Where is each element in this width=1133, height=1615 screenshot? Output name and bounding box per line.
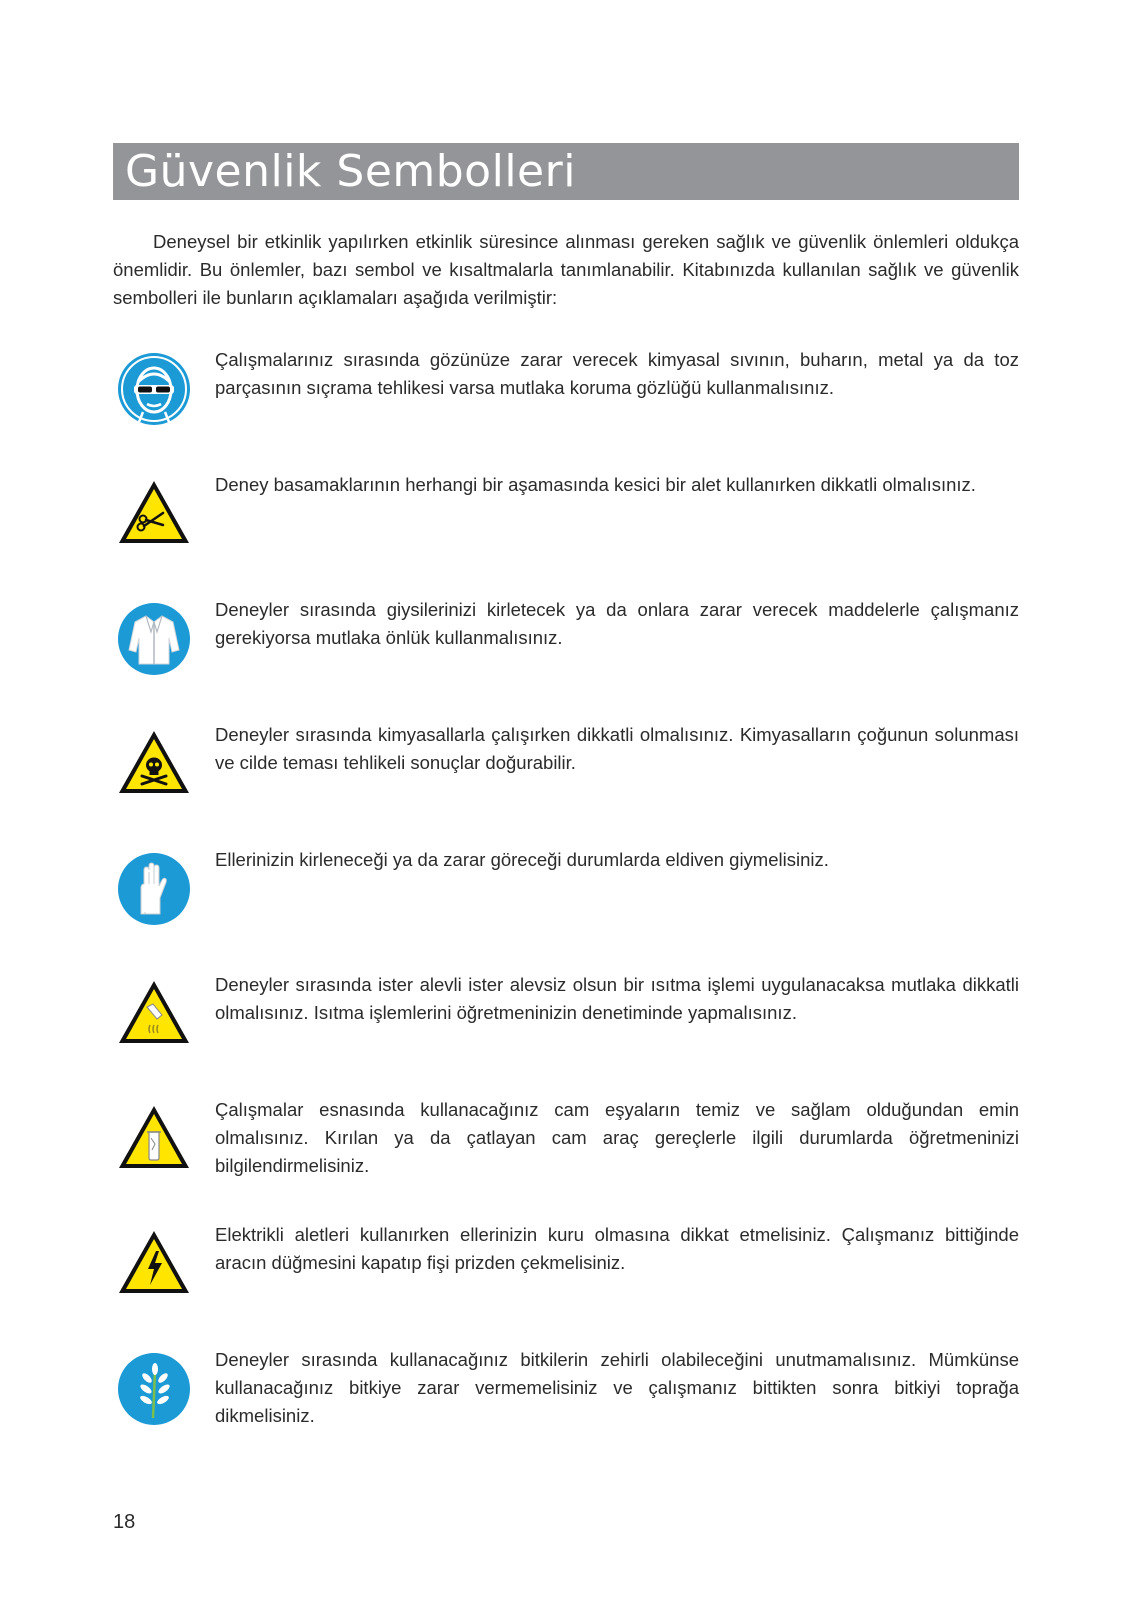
scissors-warning-icon bbox=[117, 477, 191, 551]
goggles-icon bbox=[117, 352, 191, 426]
safety-item-text: Deneyler sırasında giysilerinizi kirletecek ya da onlara zarar verecek maddelerle çalışmanız gerekiyorsa mutlaka önlük kullanmalısınız. bbox=[215, 599, 1019, 648]
safety-item-scissors bbox=[113, 474, 1019, 587]
safety-item-text: Deneyler sırasında kimyasallarla çalışırken dikkatli olmalısınız. Kimyasalların çoğunun solunması ve cilde teması tehlikeli sonuçlar doğurabilir. bbox=[215, 724, 1019, 773]
safety-item-text: Deney basamaklarının herhangi bir aşamasında kesici bir alet kullanırken dikkatli olmalısınız. bbox=[215, 474, 976, 495]
lab-coat-icon bbox=[117, 602, 191, 676]
intro-paragraph: Deneysel bir etkinlik yapılırken etkinlik süresince alınması gereken sağlık ve güvenlik önlemleri oldukça önemlidir. Bu önlemler, bazı sembol ve kısaltmalarla tanımlanabilir. Kitabınızda kullanılan sağlık ve güvenlik sembolleri ile bunların açıklamaları aşağıda verilmiştir: bbox=[113, 231, 1019, 308]
safety-item-text: Ellerinizin kirleneceği ya da zarar göreceği durumlarda eldiven giymelisiniz. bbox=[215, 849, 829, 870]
safety-item-heat bbox=[113, 974, 1019, 1087]
safety-item-text: Çalışmalar esnasında kullanacağınız cam eşyaların temiz ve sağlam olduğundan emin olmalısınız. Kırılan ya da çatlayan cam araç gereçlerle ilgili durumlarda öğretmeninizi bilgilendirmelisiniz. bbox=[215, 1099, 1019, 1176]
heat-warning-icon bbox=[117, 977, 191, 1051]
safety-item-text: Deneyler sırasında kullanacağınız bitkilerin zehirli olabileceğini unutmamalısınız. Mümkünse kullanacağınız bitkiye zarar vermemelisiniz ve çalışmanız bittikten sonra bitkiyi toprağa dikmelisiniz. bbox=[215, 1349, 1019, 1426]
safety-item-text: Çalışmalarınız sırasında gözünüze zarar verecek kimyasal sıvının, buharın, metal ya da toz parçasının sıçrama tehlikesi varsa mutlaka koruma gözlüğü kullanmalısınız. bbox=[215, 349, 1019, 398]
safety-item-plant bbox=[113, 1349, 1019, 1462]
safety-item-electric bbox=[113, 1224, 1019, 1337]
safety-item-glassware bbox=[113, 1099, 1019, 1212]
safety-item-skull bbox=[113, 724, 1019, 837]
safety-item-text: Deneyler sırasında ister alevli ister alevsiz olsun bir ısıtma işlemi uygulanacaksa mutlaka dikkatli olmalısınız. Isıtma işlemlerini öğretmeninizin denetiminde yapmalısınız. bbox=[215, 974, 1019, 1023]
gloves-icon bbox=[117, 852, 191, 926]
safety-item-text: Elektrikli aletleri kullanırken ellerinizin kuru olmasına dikkat etmelisiniz. Çalışmanız bittiğinde aracın düğmesini kapatıp fişi prizden çekmelisiniz. bbox=[215, 1224, 1019, 1273]
electric-warning-icon bbox=[117, 1227, 191, 1301]
safety-item-lab-coat bbox=[113, 599, 1019, 712]
page-title: Güvenlik Sembolleri bbox=[125, 146, 576, 197]
page-number: 18 bbox=[113, 1511, 136, 1533]
plant-icon bbox=[117, 1352, 191, 1426]
safety-item-gloves bbox=[113, 849, 1019, 962]
safety-item-goggles bbox=[113, 349, 1019, 462]
skull-warning-icon bbox=[117, 727, 191, 801]
glassware-warning-icon bbox=[117, 1102, 191, 1176]
title-bar bbox=[113, 143, 1019, 200]
